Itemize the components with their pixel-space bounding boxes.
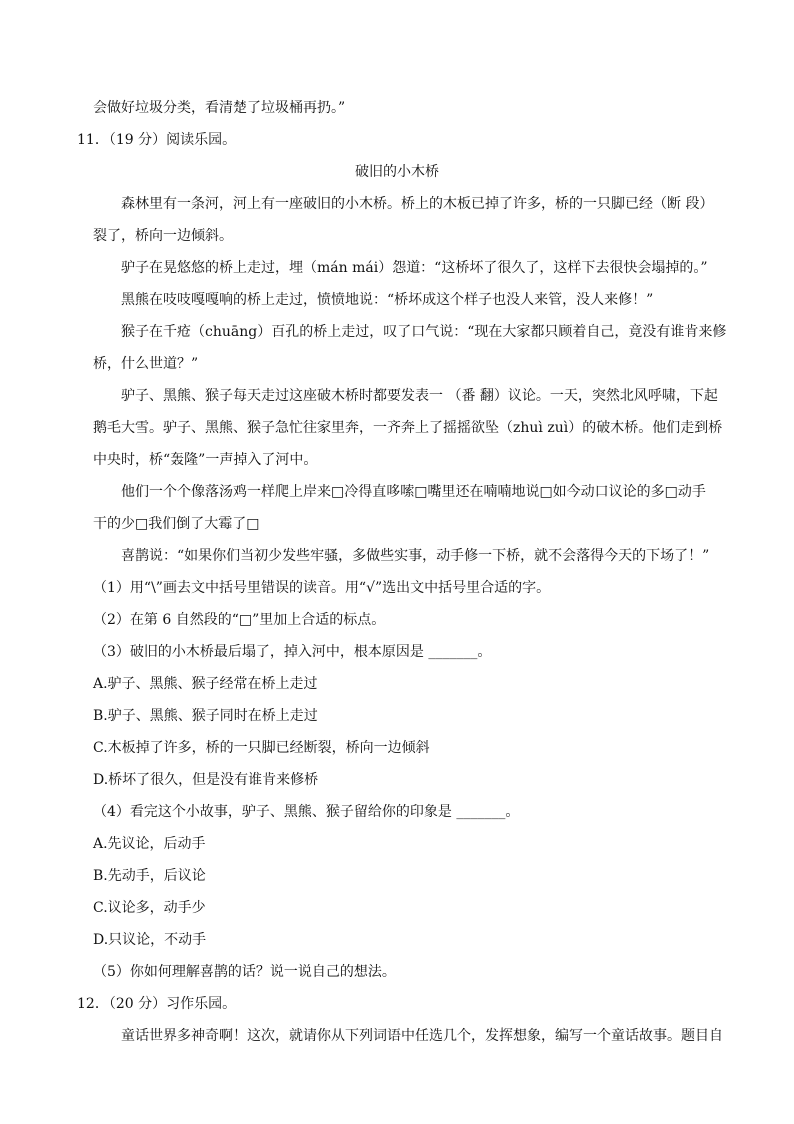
option-item: C.木板掉了许多，桥的一只脚已经断裂，桥向一边倾斜 <box>93 740 430 756</box>
text-line: 喜鹊说：“如果你们当初少发些牢骚，多做些实事，动手修一下桥，就不会落得今天的下场了！” <box>121 548 710 564</box>
text-line: 干的少□我们倒了大霉了□ <box>93 516 260 532</box>
question-heading: 11．（19 分）阅读乐园。 <box>77 132 237 148</box>
story-title: 破旧的小木桥 <box>355 164 439 180</box>
text-line: 中央时，桥“轰隆”一声掉入了河中。 <box>93 452 318 468</box>
text-line: 驴子、黑熊、猴子每天走过这座破木桥时都要发表一 （番 翻）议论。一天，突然北风呼啸，下起 <box>121 388 718 404</box>
sub-question: （4）看完这个小故事，驴子、黑熊、猴子留给你的印象是 _______。 <box>93 804 520 820</box>
option-item: C.议论多，动手少 <box>93 900 206 916</box>
question-heading: 12．（20 分）习作乐园。 <box>77 996 237 1012</box>
sub-question: （2）在第 6 自然段的“□”里加上合适的标点。 <box>93 612 386 628</box>
option-item: D.只议论，不动手 <box>93 932 207 948</box>
text-line: 驴子在晃悠悠的桥上走过，埋（mán mái）怨道：“这桥坏了很久了，这样下去很快会塌掉的。” <box>121 260 708 276</box>
text-line: 桥，什么世道？” <box>93 356 199 372</box>
option-item: A.驴子、黑熊、猴子经常在桥上走过 <box>93 676 318 692</box>
sub-question: （5）你如何理解喜鹊的话？说一说自己的想法。 <box>93 964 396 980</box>
option-item: B.驴子、黑熊、猴子同时在桥上走过 <box>93 708 318 724</box>
option-item: A.先议论，后动手 <box>93 836 206 852</box>
sub-question: （1）用“\”画去文中括号里错误的读音。用“√”选出文中括号里合适的字。 <box>93 580 551 596</box>
text-line: 会做好垃圾分类，看清楚了垃圾桶再扔。” <box>93 100 346 116</box>
option-item: D.桥坏了很久，但是没有谁肯来修桥 <box>93 772 319 788</box>
text-line: 黑熊在吱吱嘎嘎响的桥上走过，愤愤地说：“桥坏成这个样子也没人来管，没人来修！” <box>121 292 654 308</box>
option-item: B.先动手，后议论 <box>93 868 206 884</box>
text-line: 鹅毛大雪。驴子、黑熊、猴子急忙往家里奔，一齐奔上了摇摇欲坠（zhuì zuì）的破木桥。他们走到桥 <box>93 420 723 436</box>
sub-question: （3）破旧的小木桥最后塌了，掉入河中，根本原因是 _______。 <box>93 644 492 660</box>
text-line: 裂了，桥向一边倾斜。 <box>93 228 233 244</box>
text-line: 童话世界多神奇啊！这次，就请你从下列词语中任选几个，发挥想象，编写一个童话故事。题目自 <box>121 1028 723 1044</box>
text-line: 猴子在千疮（chuāng）百孔的桥上走过，叹了口气说：“现在大家都只顾着自己，竟没有谁肯来修 <box>121 324 727 340</box>
text-line: 他们一个个像落汤鸡一样爬上岸来□冷得直哆嗦□嘴里还在喃喃地说□如今动口议论的多□动手 <box>121 484 706 500</box>
text-line: 森林里有一条河，河上有一座破旧的小木桥。桥上的木板已掉了许多，桥的一只脚已经（断 段） <box>121 196 714 212</box>
